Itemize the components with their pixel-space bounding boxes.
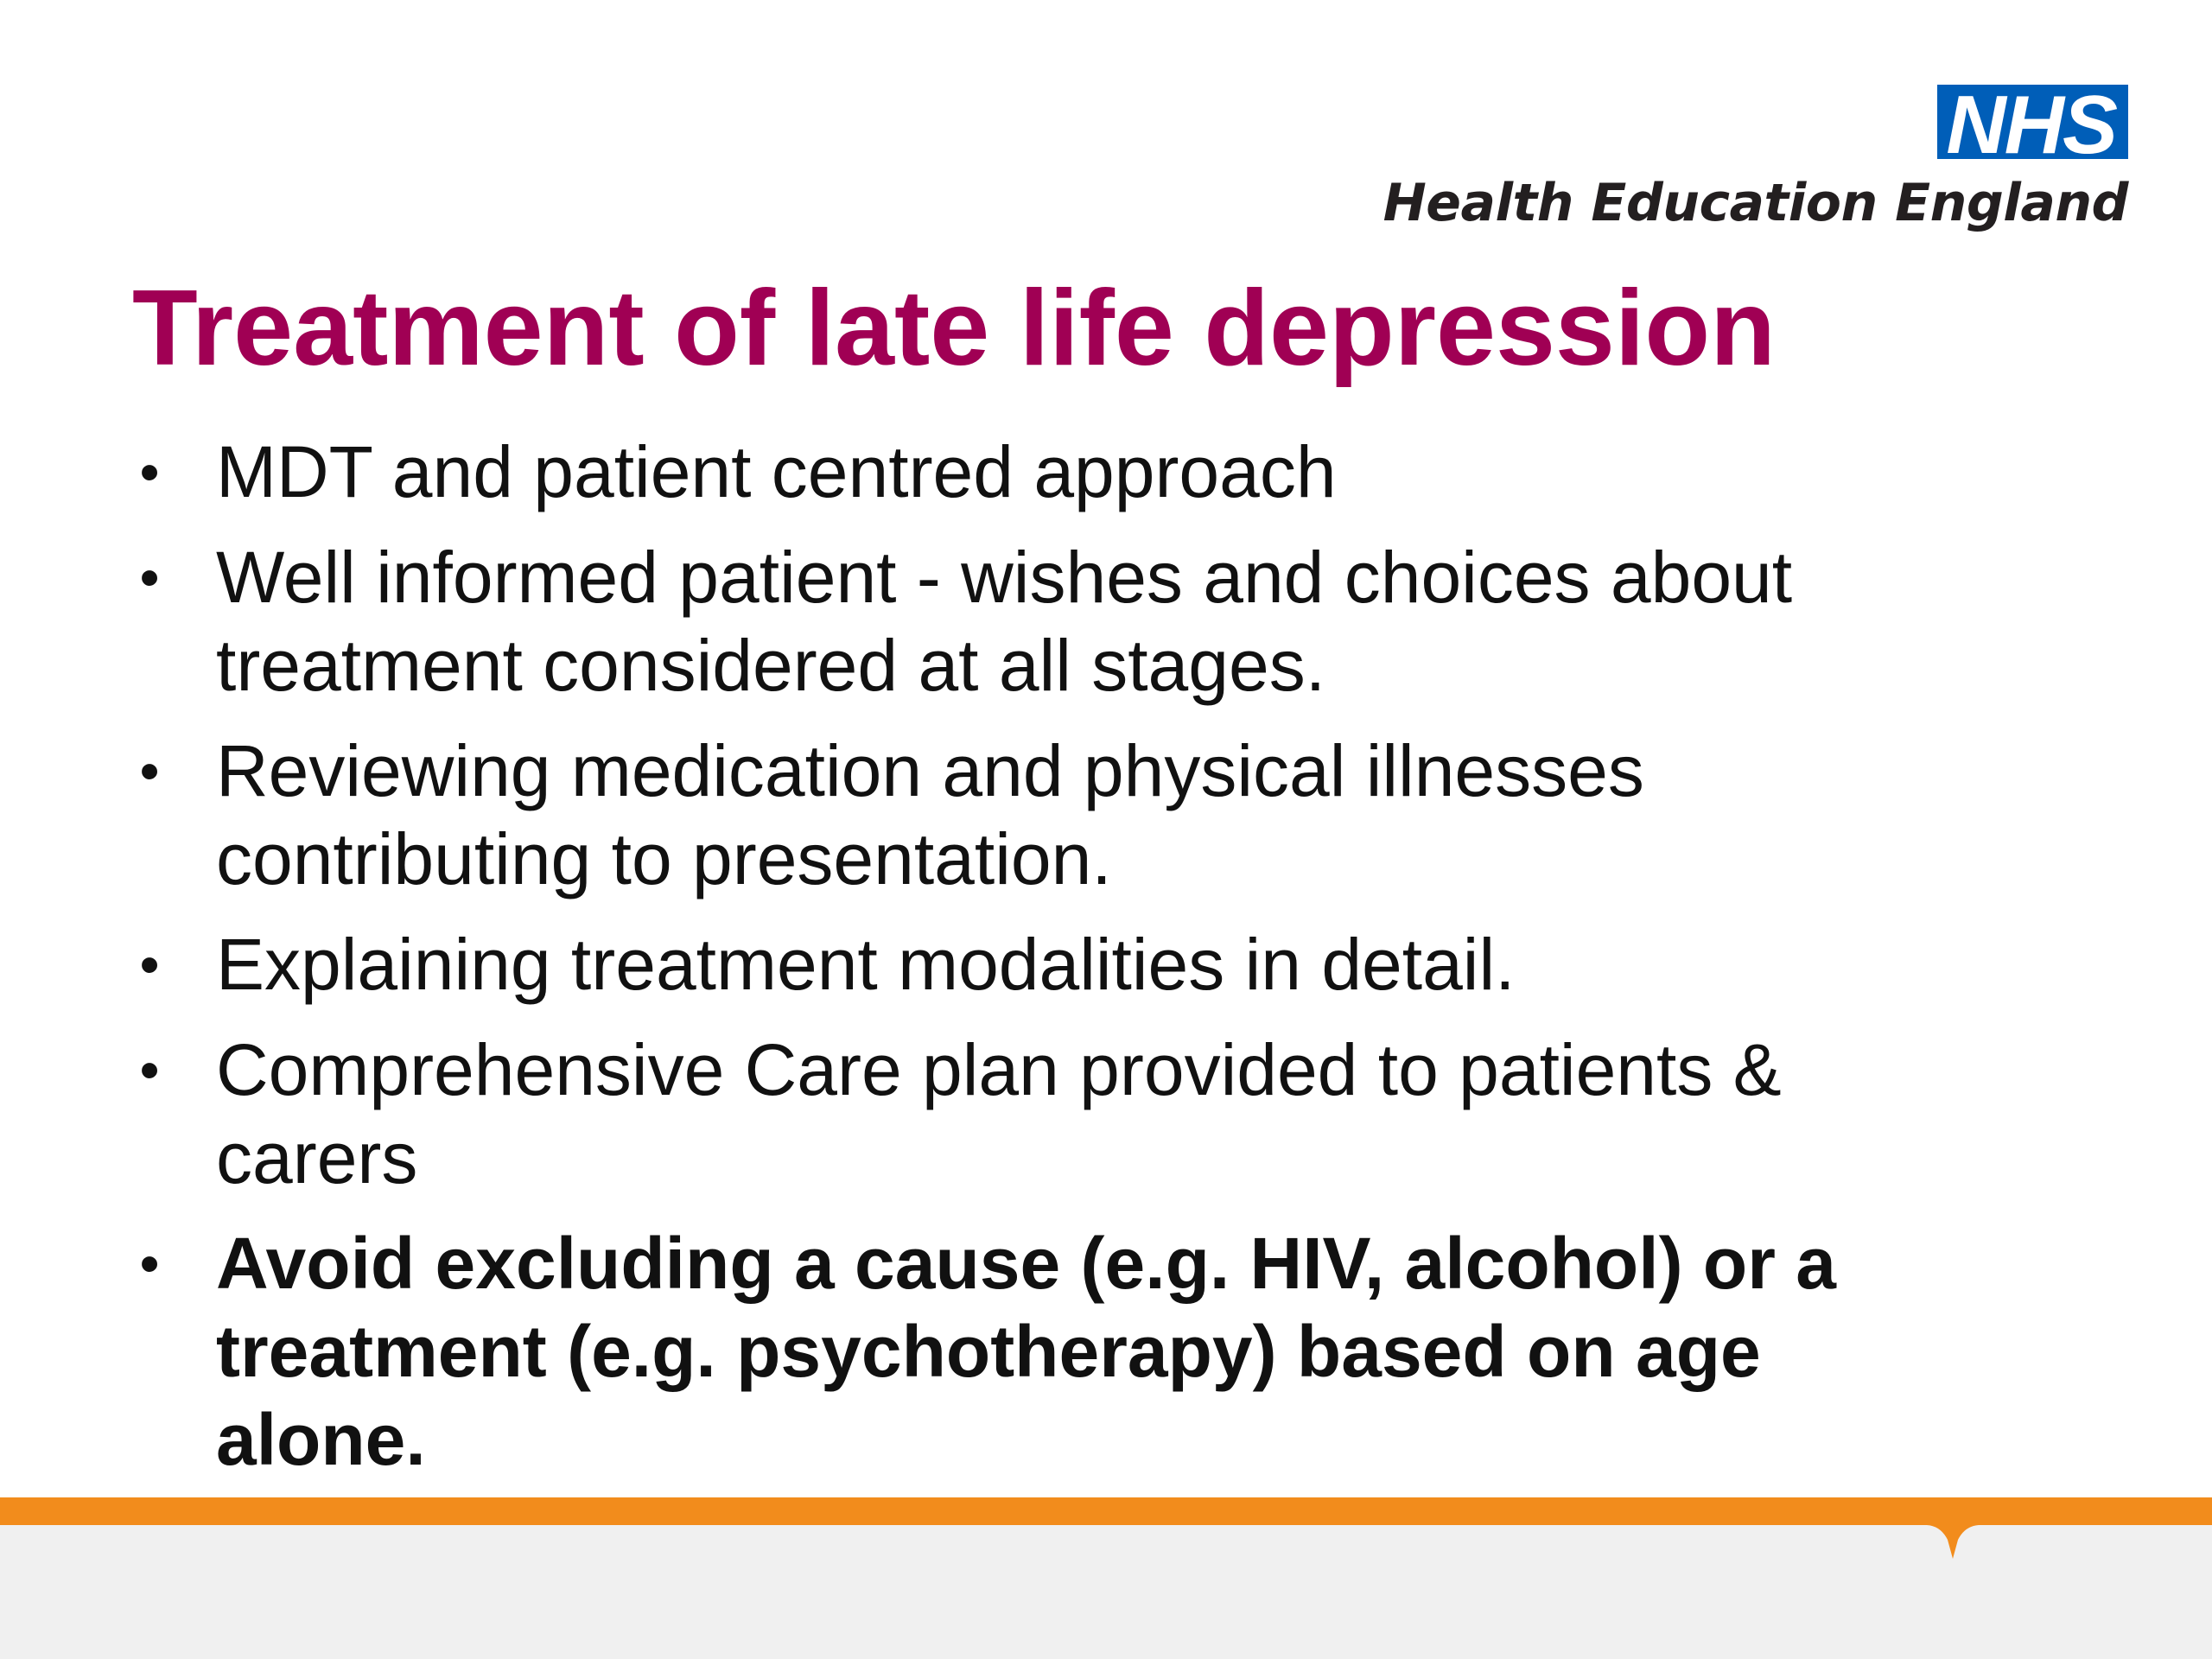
bullet-item-emphasis (132, 1219, 1947, 1484)
bullet-dot-icon: • (139, 739, 160, 803)
footer-grey-band (0, 1525, 2212, 1659)
nhs-hee-logo (1382, 79, 2128, 233)
slide-title: Treatment of late life depression (132, 269, 1776, 388)
bullet-text: Comprehensive Care plan provided to patients & carers (216, 1029, 1782, 1198)
bullet-text: Explaining treatment modalities in detail. (216, 924, 1516, 1005)
bullet-item (132, 533, 1947, 709)
bullet-dot-icon: • (139, 440, 160, 504)
nhs-logo-mark: NHS (1937, 85, 2128, 159)
bullet-dot-icon: • (139, 1231, 160, 1295)
bullet-dot-icon: • (139, 545, 160, 609)
bullet-item (132, 727, 1947, 903)
bullet-dot-icon: • (139, 1038, 160, 1102)
bullet-text: MDT and patient centred approach (216, 431, 1337, 512)
bullet-text: Avoid excluding a cause (e.g. HIV, alcohol) or a treatment (e.g. psychotherapy) based on age alone. (216, 1223, 1836, 1480)
bullet-item (132, 428, 1947, 516)
bullet-text: Reviewing medication and physical illnesses contributing to presentation. (216, 730, 1644, 899)
bullet-dot-icon: • (139, 932, 160, 996)
bullet-item (132, 1026, 1947, 1202)
bullet-item (132, 920, 1947, 1008)
footer-orange-band (0, 1497, 2212, 1525)
bullet-list (132, 428, 1947, 1501)
footer-notch-shape (1884, 1522, 2022, 1561)
bullet-text: Well informed patient - wishes and choices about treatment considered at all stages. (216, 537, 1793, 706)
organisation-name: Health Education England (1382, 173, 2128, 233)
